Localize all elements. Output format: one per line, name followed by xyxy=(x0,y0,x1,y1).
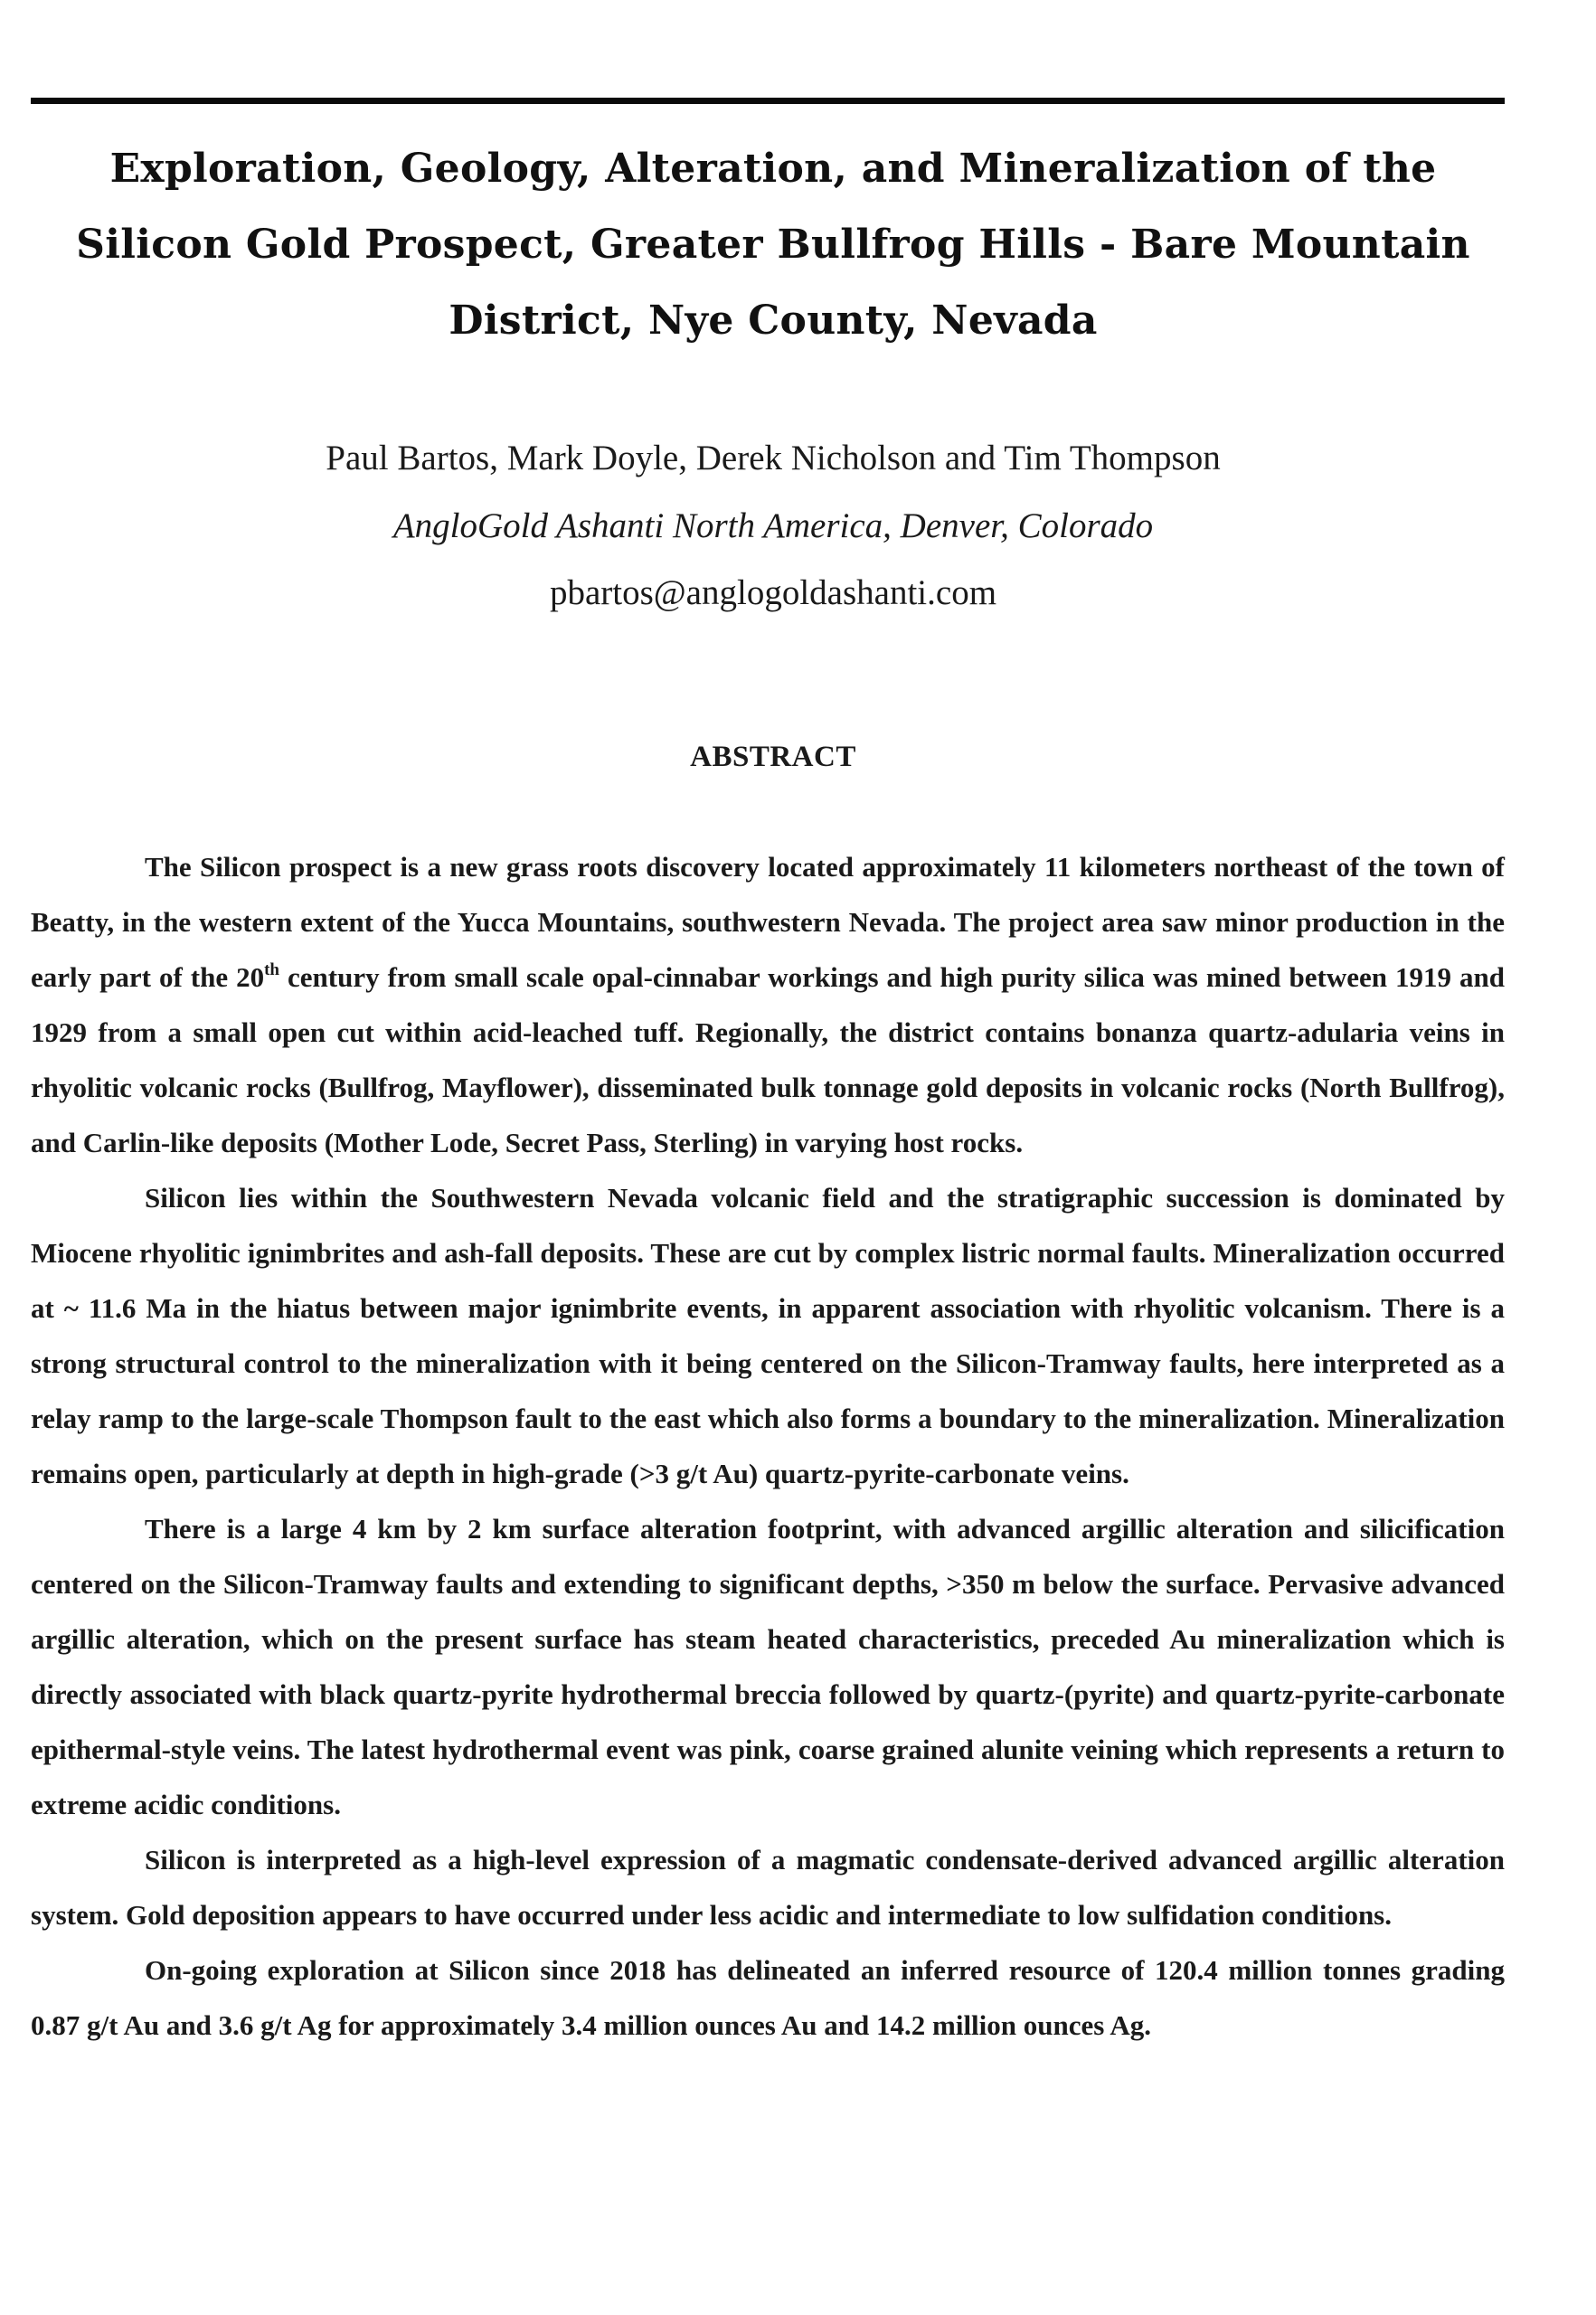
abstract-paragraph-1 xyxy=(31,839,1505,1170)
top-rule xyxy=(31,98,1505,104)
abstract-paragraph-2: Silicon lies within the Southwestern Nevada volcanic field and the stratigraphic succession is dominated by Miocene rhyolitic ignimbrites and ash-fall deposits. These are cut by complex listric normal faults. Mineralization occurred at ~ 11.6 Ma in the hiatus between major ignimbrite events, in apparent association with rhyolitic volcanism. There is a strong structural control to the mineralization with it being centered on the Silicon-Tramway faults, here interpreted as a relay ramp to the large-scale Thompson fault to the east which also forms a boundary to the mineralization. Mineralization remains open, particularly at depth in high-grade (>3 g/t Au) quartz-pyrite-carbonate veins. xyxy=(31,1182,1505,1489)
author-email: pbartos@anglogoldashanti.com xyxy=(549,573,997,612)
ordinal-superscript: th xyxy=(264,960,280,979)
abstract-body xyxy=(31,839,1505,2053)
author-affiliation: AngloGold Ashanti North America, Denver, Colorado xyxy=(392,506,1154,545)
abstract-paragraph-1-text-b: century from small scale opal-cinnabar workings and high purity silica was mined between 1919 and 1929 from a small open cut within acid-leached tuff. Regionally, the district contains bonanza quartz-adularia veins in rhyolitic volcanic rocks (Bullfrog, Mayflower), disseminated bulk tonnage gold deposits in volcanic rocks (North Bullfrog), and Carlin-like deposits (Mother Lode, Secret Pass, Sterling) in varying host rocks. xyxy=(31,961,1505,1158)
abstract-paragraph-3: There is a large 4 km by 2 km surface alteration footprint, with advanced argillic alteration and silicification centered on the Silicon-Tramway faults and extending to significant depths, >350 m below the surface. Pervasive advanced argillic alteration, which on the present surface has steam heated characteristics, preceded Au mineralization which is directly associated with black quartz-pyrite hydrothermal breccia followed by quartz-(pyrite) and quartz-pyrite-carbonate epithermal-style veins. The latest hydrothermal event was pink, coarse grained alunite veining which represents a return to extreme acidic conditions. xyxy=(31,1513,1505,1820)
paper-title: Exploration, Geology, Alteration, and Mineralization of the Silicon Gold Prospect, Greater Bullfrog Hills - Bare Mountain District, Nye County, Nevada xyxy=(76,146,1470,344)
abstract-heading: ABSTRACT xyxy=(690,741,856,773)
abstract-paragraph-4: Silicon is interpreted as a high-level expression of a magmatic condensate-derived advanced argillic alteration system. Gold deposition appears to have occurred under less acidic and intermediate to low sulfidation conditions. xyxy=(31,1844,1505,1931)
abstract-paragraph-5: On-going exploration at Silicon since 2018 has delineated an inferred resource of 120.4 million tonnes grading 0.87 g/t Au and 3.6 g/t Ag for approximately 3.4 million ounces Au and 14.2 million ounces Ag. xyxy=(31,1954,1505,2041)
author-list: Paul Bartos, Mark Doyle, Derek Nicholson and Tim Thompson xyxy=(326,439,1221,477)
abstract-paragraph-1-text-a: The Silicon prospect is a new grass roots discovery located approximately 11 kilometers northeast of the town of Beatty, in the western extent of the Yucca Mountains, southwestern Nevada. The project area saw minor production in the early part of the 20 xyxy=(31,851,1505,993)
